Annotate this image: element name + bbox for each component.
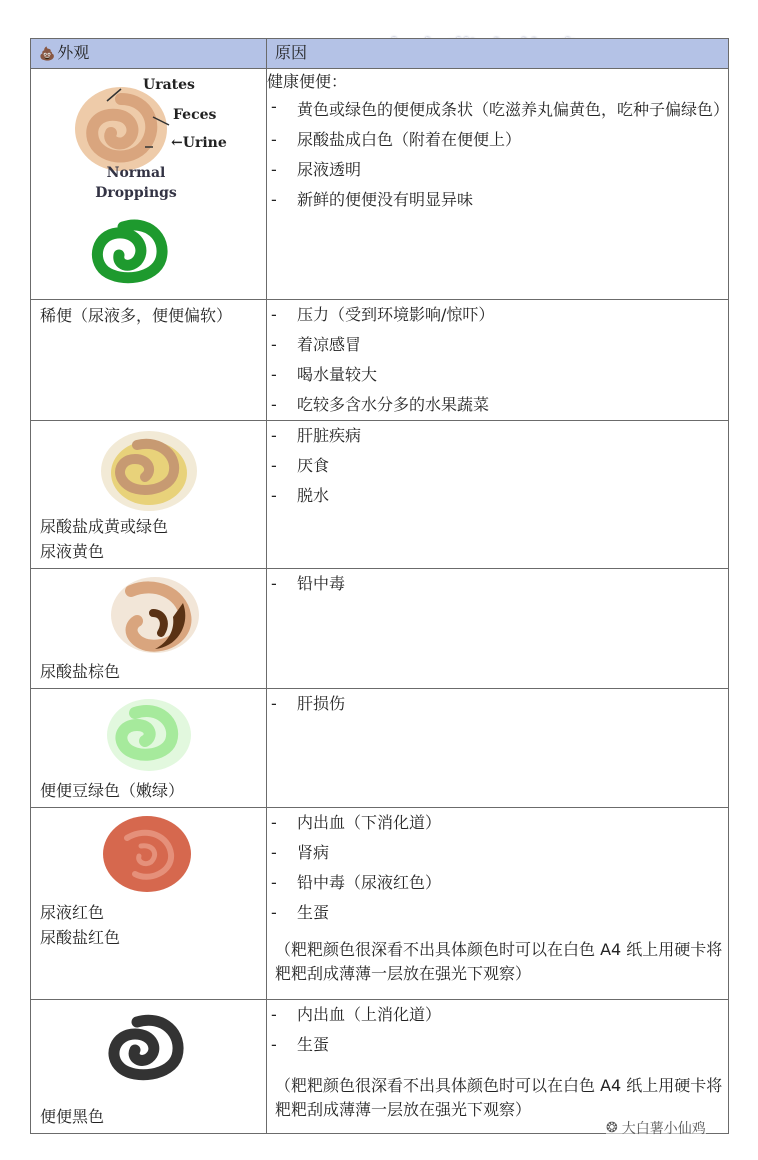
list-item: - 喝水量较大 bbox=[267, 360, 728, 390]
appearance-text bbox=[40, 778, 184, 803]
appearance-cell bbox=[31, 300, 267, 421]
appearance-cell bbox=[31, 69, 267, 300]
black-droppings-icon bbox=[93, 1006, 203, 1090]
label-normal-droppings bbox=[81, 163, 191, 203]
table-header-row bbox=[31, 39, 729, 69]
list-item: - 肝脏疾病 bbox=[267, 421, 728, 451]
table-row bbox=[31, 1000, 729, 1134]
note-text: （粑粑颜色很深看不出具体颜色时可以在白色 A4 纸上用硬卡将粑粑刮成薄薄一层放在强光下观察） bbox=[275, 940, 723, 983]
reason-cell bbox=[267, 69, 729, 300]
reason-title: 健康便便： bbox=[267, 72, 348, 91]
reason-list bbox=[267, 300, 728, 420]
table-row bbox=[31, 689, 729, 808]
list-item: - 生蛋 bbox=[267, 1030, 728, 1060]
appearance-cell bbox=[31, 808, 267, 1000]
appearance-cell bbox=[31, 421, 267, 569]
brown-urates-droppings-icon bbox=[101, 573, 211, 659]
list-item: - 吃较多含水分多的水果蔬菜 bbox=[267, 390, 728, 420]
header-reason-label: 原因 bbox=[275, 43, 308, 62]
list-item: - 铅中毒（尿液红色） bbox=[267, 868, 728, 898]
list-item: - 内出血（上消化道） bbox=[267, 1000, 728, 1030]
pea-green-droppings-icon bbox=[93, 693, 203, 775]
reason-list bbox=[267, 689, 728, 719]
table-row bbox=[31, 300, 729, 421]
label-droppings-text: Droppings bbox=[95, 185, 177, 201]
appearance-text bbox=[40, 514, 168, 564]
table-row bbox=[31, 421, 729, 569]
appearance-line: 便便黑色 bbox=[40, 1107, 105, 1126]
watermark-bottom bbox=[606, 1118, 706, 1138]
droppings-table bbox=[30, 38, 729, 1134]
reason-cell bbox=[267, 689, 729, 808]
poop-icon: 💩 bbox=[39, 47, 56, 62]
appearance-cell bbox=[31, 569, 267, 689]
reason-list bbox=[267, 569, 728, 599]
header-appearance-label: 外观 bbox=[57, 43, 90, 62]
header-appearance bbox=[31, 39, 267, 69]
appearance-line: 尿酸盐红色 bbox=[40, 928, 121, 947]
wechat-icon: ❂ bbox=[606, 1120, 618, 1136]
list-item: - 肾病 bbox=[267, 838, 728, 868]
table-row bbox=[31, 808, 729, 1000]
list-item: - 脱水 bbox=[267, 481, 728, 511]
appearance-line: 尿液黄色 bbox=[40, 542, 105, 561]
list-item: - 厌食 bbox=[267, 451, 728, 481]
appearance-text: 稀便（尿液多，便便偏软） bbox=[40, 306, 233, 325]
appearance-text bbox=[40, 659, 120, 684]
note-text: （粑粑颜色很深看不出具体颜色时可以在白色 A4 纸上用硬卡将粑粑刮成薄薄一层放在强光下观察） bbox=[275, 1076, 723, 1119]
appearance-text bbox=[40, 900, 120, 950]
appearance-cell bbox=[31, 689, 267, 808]
reason-cell bbox=[267, 421, 729, 569]
reason-list bbox=[267, 421, 728, 511]
appearance-text bbox=[40, 1104, 104, 1129]
appearance-line: 便便豆绿色（嫩绿） bbox=[40, 781, 185, 800]
list-item: - 内出血（下消化道） bbox=[267, 808, 728, 838]
label-urine: ←Urine bbox=[171, 135, 227, 151]
label-urine-text: Urine bbox=[182, 135, 227, 151]
header-reason bbox=[267, 39, 729, 69]
list-item: - 新鲜的便便没有明显异味 bbox=[267, 185, 728, 215]
reason-list bbox=[267, 808, 728, 928]
list-item: - 生蛋 bbox=[267, 898, 728, 928]
reason-cell bbox=[267, 1000, 729, 1134]
watermark-bottom-text: 大白薯小仙鸡 bbox=[621, 1121, 706, 1137]
table-row bbox=[31, 69, 729, 300]
reason-cell bbox=[267, 300, 729, 421]
list-item: - 铅中毒 bbox=[267, 569, 728, 599]
reason-list bbox=[267, 1000, 728, 1060]
list-item: - 尿液透明 bbox=[267, 155, 728, 185]
label-feces: Feces bbox=[173, 107, 217, 123]
list-item: - 肝损伤 bbox=[267, 689, 728, 719]
list-item: - 尿酸盐成白色（附着在便便上） bbox=[267, 125, 728, 155]
appearance-line: 尿酸盐棕色 bbox=[40, 662, 121, 681]
label-normal-text: Normal bbox=[106, 165, 166, 181]
list-item: - 黄色或绿色的便便成条状（吃滋养丸偏黄色，吃种子偏绿色） bbox=[267, 95, 728, 125]
appearance-cell bbox=[31, 1000, 267, 1134]
label-urates: Urates bbox=[143, 77, 195, 93]
reason-cell bbox=[267, 569, 729, 689]
table-row bbox=[31, 569, 729, 689]
list-item: - 着凉感冒 bbox=[267, 330, 728, 360]
list-item: - 压力（受到环境影响/惊吓） bbox=[267, 300, 728, 330]
appearance-line: 尿液红色 bbox=[40, 903, 105, 922]
red-droppings-icon bbox=[91, 812, 201, 896]
reason-list bbox=[267, 95, 728, 215]
yellow-urates-droppings-icon bbox=[93, 427, 203, 513]
green-droppings-icon bbox=[83, 211, 179, 291]
appearance-line: 尿酸盐成黄或绿色 bbox=[40, 517, 169, 536]
reason-cell bbox=[267, 808, 729, 1000]
